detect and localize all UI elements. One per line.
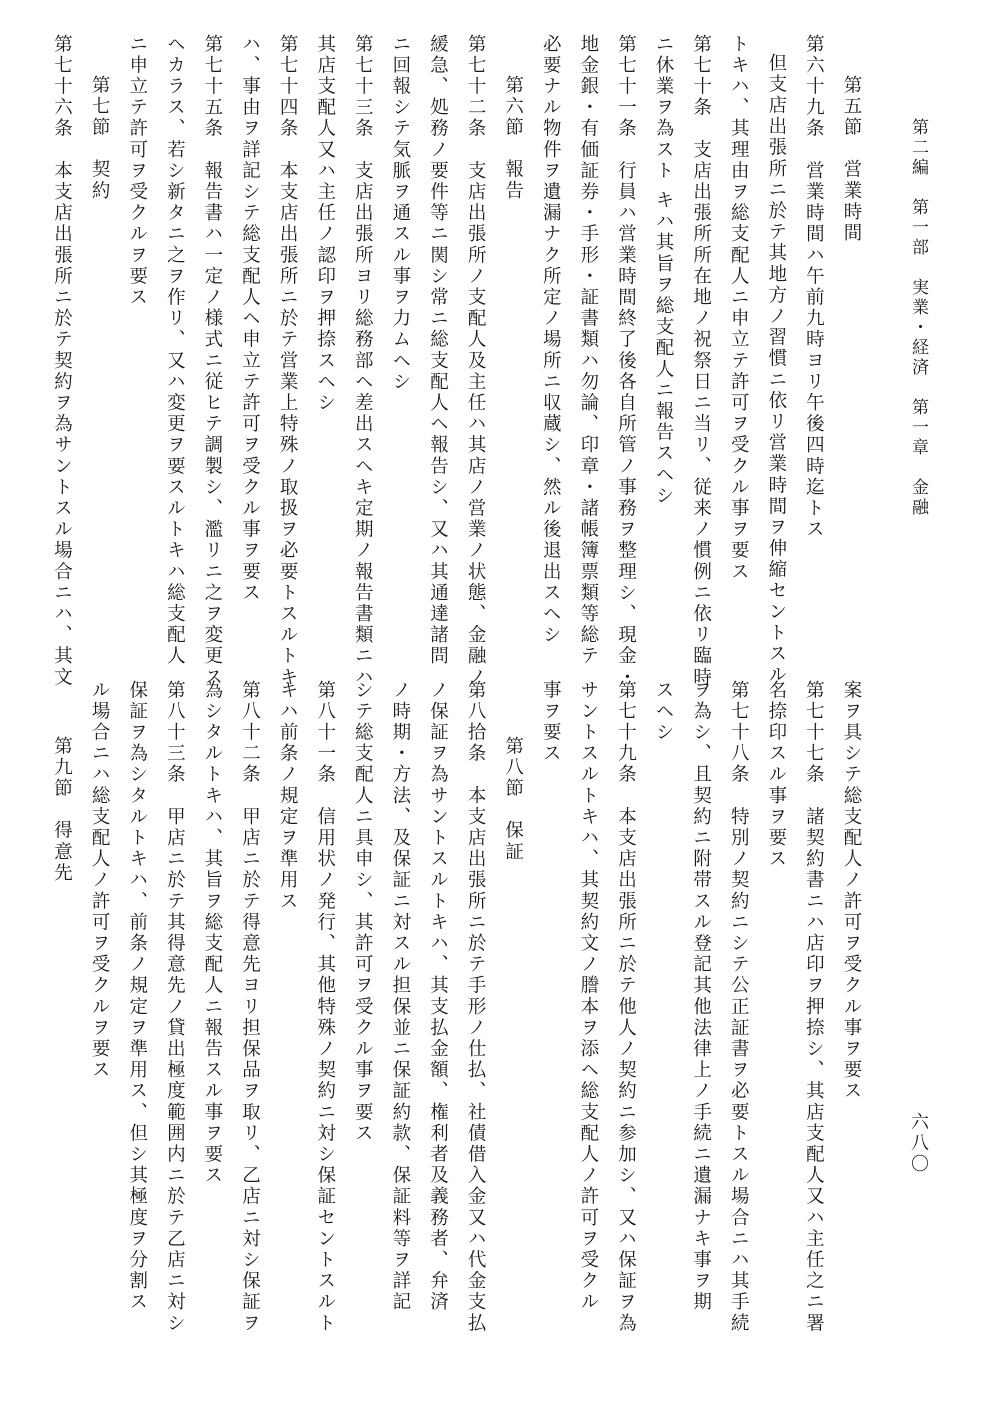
article-line: 第八十一条 信用状ノ発行、其他特殊ノ契約ニ対シ保証セントスルト — [314, 680, 336, 1335]
text-line: ノ時期・方法、及保証ニ対スル担保並ニ保証約款、保証料等ヲ詳記 — [389, 680, 411, 1313]
section-heading: 第六節 報告 — [502, 74, 524, 202]
text-line: サントスルトキハ、其契約文ノ謄本ヲ添ヘ総支配人ノ許可ヲ受クル — [577, 680, 599, 1313]
text-line: 緩急、処務ノ要件等ニ関シ常ニ総支配人ヘ報告シ、又ハ其通達諸問 — [427, 34, 449, 667]
lower-text-block — [43, 680, 870, 1340]
text-line: 為シタルトキハ、其旨ヲ総支配人ニ報告スル事ヲ要ス — [201, 680, 223, 1187]
page-number: 六八〇 — [908, 1112, 929, 1175]
article-line: 第八十二条 甲店ニ於テ得意先ヨリ担保品ヲ取リ、乙店ニ対シ保証ヲ — [239, 680, 261, 1335]
article-line: 第七十一条 行員ハ営業時間終了後各自所管ノ事務ヲ整理シ、現金・ — [615, 34, 637, 689]
text-line: 事ヲ要ス — [540, 680, 562, 765]
text-line: ノ保証ヲ為サントスルトキハ、其支払金額、権利者及義務者、弁済 — [427, 680, 449, 1313]
text-line: 保証ヲ為シタルトキハ、前条ノ規定ヲ準用ス、但シ其極度ヲ分割ス — [126, 680, 148, 1313]
running-header: 第二編 第一部 実業・経済 第一章 金融 — [908, 118, 928, 518]
text-line: ニ休業ヲ為スト キハ其旨ヲ総支配人ニ報告スヘシ — [653, 34, 675, 507]
article-line: 第七十七条 諸契約書ニハ店印ヲ押捺シ、其店支配人又ハ主任之ニ署 — [803, 680, 825, 1335]
text-line: 案ヲ具シテ総支配人ノ許可ヲ受クル事ヲ要ス — [841, 680, 862, 1102]
article-line: 第七十六条 本支店出張所ニ於テ契約ヲ為サントスル場合ニハ、其文 — [51, 34, 73, 689]
text-line: 必要ナル物件ヲ遺漏ナク所定ノ場所ニ収蔵シ、然ル後退出スヘシ — [540, 34, 562, 646]
article-line: 第七十八条 特別ノ契約ニシテ公正証書ヲ必要トスル場合ニハ其手続 — [728, 680, 750, 1335]
proviso-line: 但支店出張所ニ於テ其地方ノ習慣ニ依リ営業時間ヲ伸縮セントスル — [765, 52, 787, 686]
text-line: ヲ為シ、且契約ニ附帯スル登記其他法律上ノ手続ニ遺漏ナキ事ヲ期 — [690, 680, 712, 1313]
text-line: ハ、事由ヲ詳記シテ総支配人ヘ申立テ許可ヲ受クル事ヲ要ス — [239, 34, 261, 604]
text-line: スヘシ — [653, 680, 675, 744]
text-line: 其店支配人又ハ主任ノ認印ヲ押捺スヘシ — [314, 34, 336, 414]
article-line: 第八拾条 本支店出張所ニ於テ手形ノ仕払、社債借入金又ハ代金支払 — [465, 680, 487, 1335]
article-line: 第七十二条 支店出張所ノ支配人及主任ハ其店ノ営業ノ状態、金融ノ — [465, 34, 487, 689]
article-line: 第七十条 支店出張所所在地ノ祝祭日ニ当リ、従来ノ慣例ニ依リ臨時 — [690, 34, 712, 689]
text-line: 地金銀・有価証券・手形・証書類ハ勿論、印章・諸帳簿票類等総テ — [577, 34, 599, 667]
section-heading: 第五節 営業時間 — [841, 74, 862, 244]
article-line: 第七十三条 支店出張所ヨリ総務部ヘ差出スヘキ定期ノ報告書類ニハ — [352, 34, 374, 689]
section-heading: 第七節 契約 — [89, 74, 111, 202]
section-heading: 第九節 得意先 — [51, 735, 73, 884]
section-heading: 第八節 保証 — [502, 735, 524, 863]
text-line: ヘカラス、若シ新タニ之ヲ作リ、又ハ変更ヲ要スルトキハ総支配人 — [164, 34, 186, 667]
upper-text-block — [43, 34, 870, 689]
text-line: 名捺印スル事ヲ要ス — [765, 680, 787, 870]
article-line: 第七十四条 本支店出張所ニ於テ営業上特殊ノ取扱ヲ必要トスルトキ — [277, 34, 299, 689]
text-line: トキハ、其理由ヲ総支配人ニ申立テ許可ヲ受クル事ヲ要ス — [728, 34, 750, 583]
text-line: ル場合ニハ総支配人ノ許可ヲ受クルヲ要ス — [89, 680, 111, 1081]
text-line: ニ回報シテ気脈ヲ通スル事ヲ力ムヘシ — [389, 34, 411, 393]
article-line: 第八十三条 甲店ニ於テ其得意先ノ貸出極度範囲内ニ於テ乙店ニ対シ — [164, 680, 186, 1335]
article-line: 第七十九条 本支店出張所ニ於テ他人ノ契約ニ参加シ、又ハ保証ヲ為 — [615, 680, 637, 1335]
text-line: シテ総支配人ニ具申シ、其許可ヲ受クル事ヲ要ス — [352, 680, 374, 1145]
text-line: キハ前条ノ規定ヲ準用ス — [277, 680, 299, 913]
article-line: 第六十九条 営業時間ハ午前九時ヨリ午後四時迄トス — [803, 34, 825, 541]
article-line: 第七十五条 報告書ハ一定ノ様式ニ従ヒテ調製シ、濫リニ之ヲ変更ス — [201, 34, 223, 689]
text-line: ニ申立テ許可ヲ受クルヲ要ス — [126, 34, 148, 309]
